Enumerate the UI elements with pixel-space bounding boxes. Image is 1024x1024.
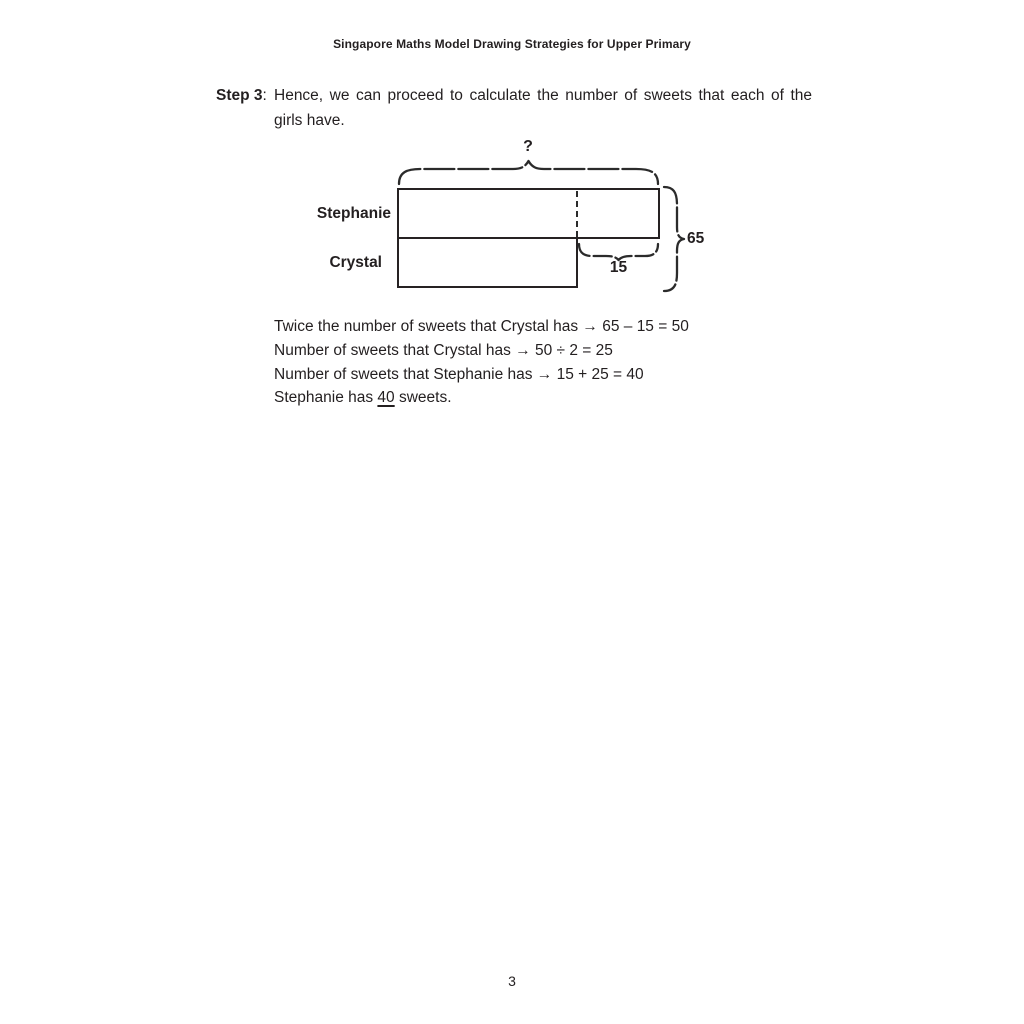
- step-label-separator: :: [262, 87, 267, 104]
- step-text: Hence, we can proceed to calculate the number of sweets that each of the girls have.: [274, 87, 812, 129]
- step-label-bold: Step 3: [216, 87, 263, 104]
- step-label: [216, 84, 274, 109]
- solution-line-3: Number of sweets that Stephanie has → 15 + 25 = 40: [274, 365, 644, 383]
- step-paragraph: [216, 84, 816, 133]
- underlined-answer: 40: [377, 389, 395, 407]
- conclusion-line: [274, 386, 689, 410]
- row-label-crystal: Crystal: [329, 253, 382, 271]
- difference-label: 15: [609, 259, 628, 276]
- solution-line-1: Twice the number of sweets that Crystal has → 65 – 15 = 50: [274, 318, 689, 335]
- row-label-stephanie: Stephanie: [316, 204, 391, 222]
- conclusion-suffix: sweets.: [394, 389, 452, 407]
- page-number: 3: [508, 973, 516, 989]
- total-question-label: ?: [523, 138, 533, 155]
- page-header-title: Singapore Maths Model Drawing Strategies for Upper Primary: [333, 37, 691, 51]
- crystal-bar: [397, 237, 578, 289]
- conclusion-prefix: Stephanie has: [274, 389, 378, 407]
- total-brace: [397, 160, 660, 186]
- sum-label: 65: [687, 230, 705, 247]
- solution-block: [274, 315, 689, 410]
- sum-brace: [662, 185, 686, 293]
- solution-line-2: Number of sweets that Crystal has → 50 ÷ 2 = 25: [274, 341, 613, 359]
- stephanie-bar: [397, 188, 660, 239]
- dashed-divider-line: [576, 191, 578, 237]
